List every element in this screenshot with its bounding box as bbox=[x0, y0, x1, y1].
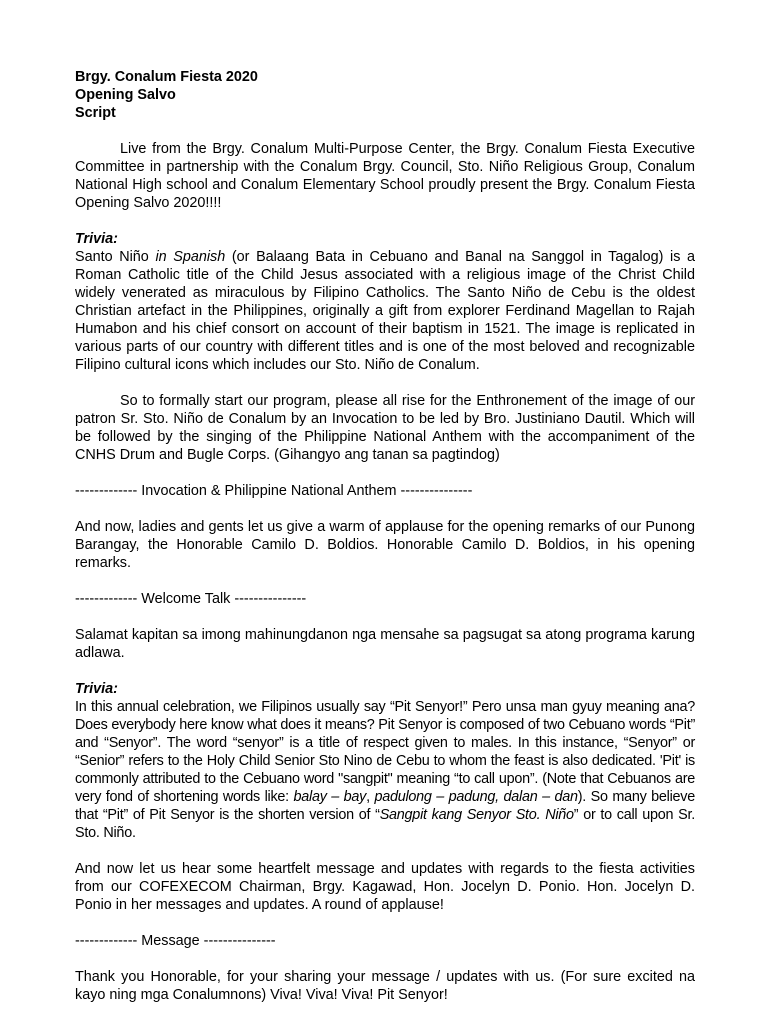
trivia-italic-sangpit: Sangpit kang Senyor Sto. Niño bbox=[379, 807, 574, 823]
trivia-italic-spanish: in Spanish bbox=[155, 249, 226, 265]
divider-invocation: ------------- Invocation & Philippine National Anthem --------------- bbox=[75, 483, 473, 499]
trivia-text-rest: (or Balaang Bata in Cebuano and Banal na Sanggol in Tagalog) is a Roman Catholic title of the Child Jesus associated with a religious image of the Christ Child widely venerated as miraculous by Filipino Catholics. The Santo Niño de Cebu is the oldest Christian artefact in the Philippines, originally a gift from explorer Ferdinand Magellan to Rajah Humabon and his chief consort on account of their baptism in 1521. The image is replicated in various parts of our country with different titles and is one of the most beloved and recognizable Filipino cultural icons which includes our Sto. Niño de Conalum. bbox=[75, 249, 696, 373]
title-line-segment: Opening Salvo bbox=[75, 87, 176, 103]
trivia-paragraph bbox=[75, 248, 695, 374]
title-line-event: Brgy. Conalum Fiesta 2020 bbox=[75, 69, 258, 85]
trivia-italic-balay: balay – bay bbox=[293, 789, 367, 805]
trivia-text-start: Santo Niño bbox=[75, 249, 156, 265]
trivia-section-santo-nino bbox=[75, 230, 695, 374]
trivia-label: Trivia: bbox=[75, 231, 118, 247]
opening-remarks-paragraph: And now, ladies and gents let us give a warm of applause for the opening remarks of our Punong Barangay, the Honorable Camilo D. Boldios. Honorable Camilo D. Boldios, in his opening remarks. bbox=[75, 519, 695, 571]
document-title bbox=[75, 68, 695, 122]
enthronement-paragraph: So to formally start our program, please all rise for the Enthronement of the image of our patron Sr. Sto. Niño de Conalum by an Invocation to be led by Bro. Justiniano Dautil. Which will be followed by the singing of the Philippine National Anthem with the accompaniment of the CNHS Drum and Bugle Corps. (Gihangyo ang tanan sa pagtindog) bbox=[75, 393, 695, 463]
closing-paragraph: Thank you Honorable, for your sharing your message / updates with us. (For sure excited na kayo ning mga Conalumnons) Viva! Viva! Viva! Pit Senyor! bbox=[75, 969, 695, 1003]
trivia-paragraph bbox=[75, 698, 695, 842]
trivia-section-pit-senyor bbox=[75, 680, 695, 842]
trivia-text-part-2: , bbox=[366, 789, 375, 805]
title-line-script: Script bbox=[75, 105, 116, 121]
cofexecom-paragraph: And now let us hear some heartfelt message and updates with regards to the fiesta activities from our COFEXECOM Chairman, Brgy. Kagawad, Hon. Jocelyn D. Ponio. Hon. Jocelyn D. Ponio in her messages and updates. A round of applause! bbox=[75, 861, 695, 913]
divider-welcome-talk: ------------- Welcome Talk --------------- bbox=[75, 591, 307, 607]
divider-message: ------------- Message --------------- bbox=[75, 933, 276, 949]
trivia-text-part-3: ). So many believe that “Pit” of Pit Senyor is the shorten version of “ bbox=[75, 789, 695, 823]
intro-paragraph: Live from the Brgy. Conalum Multi-Purpose Center, the Brgy. Conalum Fiesta Executive Committee in partnership with the Conalum Brgy. Council, Sto. Niño Religious Group, Conalum National High school and Conalum Elementary School proudly present the Brgy. Conalum Fiesta Opening Salvo 2020!!!! bbox=[75, 141, 695, 211]
trivia-text-part-1: In this annual celebration, we Filipinos usually say “Pit Senyor!” Pero unsa man gyuy meaning ana? Does everybody here know what does it means? Pit Senyor is composed of two Cebuano words “Pit” and “Senyor”. The word “senyor” is a title of respect given to males. In this instance, “Senyor” or “Senior” refers to the Holy Child Senior Sto Nino de Cebu to whom the feast is also dedicated. 'Pit' is commonly attributed to the Cebuano word "sangpit" meaning “to call upon”. (Note that Cebuanos are very fond of shortening words like: bbox=[75, 699, 695, 805]
trivia-text-part-4: ” or to call upon Sr. Sto. Niño. bbox=[75, 807, 696, 841]
trivia-italic-padulong: padulong – padung, dalan – dan bbox=[374, 789, 578, 805]
salamat-paragraph: Salamat kapitan sa imong mahinungdanon nga mensahe sa pagsugat sa atong programa karung adlawa. bbox=[75, 627, 695, 661]
trivia-label: Trivia: bbox=[75, 681, 118, 697]
